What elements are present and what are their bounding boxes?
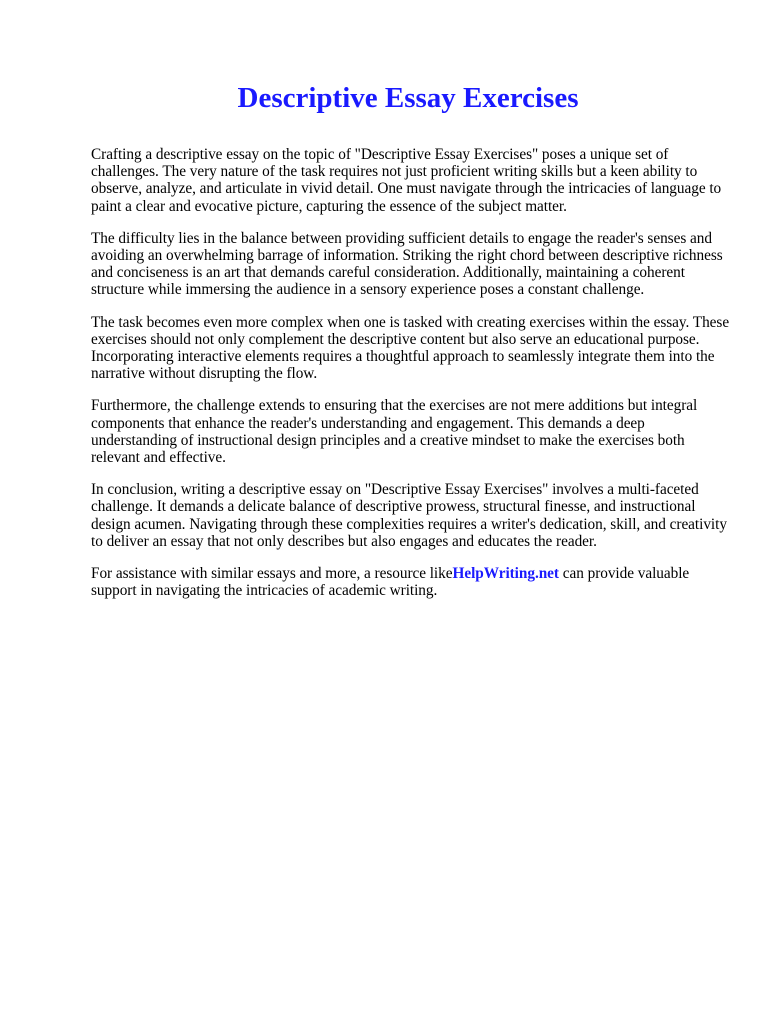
paragraph-1: Crafting a descriptive essay on the topic of "Descriptive Essay Exercises" poses a unique set of challenges. The very nature of the task requires not just proficient writing skills but a keen ability to observe, analyze, and articulate in vivid detail. One must navigate through the intricacies of language to paint a clear and evocative picture, capturing the essence of the subject matter. bbox=[91, 146, 722, 215]
paragraph-2: The difficulty lies in the balance between providing sufficient details to engage the reader's senses and avoiding an overwhelming barrage of information. Striking the right chord between descriptive richness and conciseness is an art that demands careful consideration. Additionally, maintaining a coherent structure while immersing the audience in a sensory experience poses a constant challenge. bbox=[91, 229, 723, 299]
paragraph-5: In conclusion, writing a descriptive essay on "Descriptive Essay Exercises" involves a multi-faceted challenge. It demands a delicate balance of descriptive prowess, structural finesse, and instructional design acumen. Navigating through these complexities requires a writer's dedication, skill, and creativity to deliver an essay that not only describes but also engages and educates the reader. bbox=[91, 481, 727, 550]
page-title: Descriptive Essay Exercises bbox=[237, 82, 579, 114]
closing-paragraph bbox=[91, 565, 731, 599]
closing-text-before-link: For assistance with similar essays and more, a resource like bbox=[91, 565, 453, 583]
paragraph-4: Furthermore, the challenge extends to ensuring that the exercises are not mere additions but integral components that enhance the reader's understanding and engagement. This demands a deep understanding of instructional design principles and a creative mindset to make the exercises both relevant and effective. bbox=[91, 397, 698, 467]
paragraph-3: The task becomes even more complex when one is tasked with creating exercises within the essay. These exercises should not only complement the descriptive content but also serve an educational purpose. Incorporating interactive elements requires a thoughtful approach to seamlessly integrate them into the narrative without disrupting the flow. bbox=[91, 313, 730, 383]
closing-text-after-link: can provide valuable support in navigating the intricacies of academic writing. bbox=[91, 565, 690, 600]
essay-body bbox=[91, 146, 731, 614]
helpwriting-link[interactable]: HelpWriting.net bbox=[452, 565, 559, 583]
